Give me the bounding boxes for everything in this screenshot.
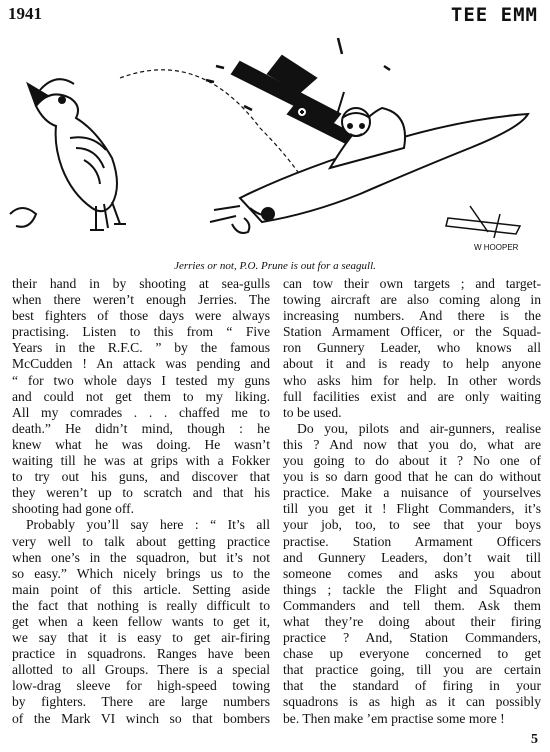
text-line: “ for two whole days I tested my guns	[12, 372, 270, 388]
text-line: about it and is ready to help anyone	[283, 356, 541, 372]
text-line: their hand in by shooting at sea-gulls	[12, 276, 270, 291]
text-line: the fact that nothing is really difficult to	[12, 597, 270, 613]
text-line: to be used.	[283, 404, 342, 420]
text-line: Commanders and tell them. Ask them	[283, 597, 541, 613]
text-line: be. Then make ’em practise some more !	[283, 710, 505, 726]
artist-signature: W HOOPER	[474, 243, 519, 252]
text-line: you is so darn good that he can do without	[283, 469, 541, 485]
cartoon-illustration	[0, 18, 550, 258]
text-line: death.” He didn’t mind, though : he	[12, 420, 270, 436]
text-line: to try out his guns, and discover that	[12, 469, 270, 485]
text-line: this ? And now that you do, what are	[283, 436, 541, 452]
text-line: so easy.” Which nicely brings us to the	[12, 565, 270, 581]
text-line: chase up everyone concerned to get	[283, 646, 541, 662]
text-line: that practice going, till you are certain	[283, 662, 541, 678]
text-line: Years in the R.F.C. ” by the famous	[12, 340, 270, 356]
text-line: towing aircraft are also coming along in	[283, 292, 541, 308]
text-line: Probably you’ll say here : “ It’s all	[26, 517, 270, 533]
text-line: your job, too, to see that your boys	[283, 517, 541, 533]
text-line: when there weren’t enough Jerries. The	[12, 292, 270, 308]
page-number: 5	[531, 732, 538, 747]
text-line: very well to talk about getting practice	[12, 533, 270, 549]
text-line: when one’s in the squadron, but it’s not	[12, 549, 270, 565]
text-line: and Gunnery Leaders, don’t wait till	[283, 549, 541, 565]
text-line: practice. Make a nuisance of yourselves	[283, 485, 541, 501]
text-line: who asks him for help. In other words	[283, 372, 541, 388]
text-line: squadrons is as high as it can possibly	[283, 694, 541, 710]
text-line: by fighters. There are large numbers	[12, 694, 270, 710]
text-line: waiting till he was at grips with a Fokker	[12, 453, 270, 469]
text-line: what they’re doing about their firing	[283, 613, 541, 629]
text-line: practising. Listen to this from “ Five	[12, 324, 270, 340]
distant-plane-drawing	[446, 206, 520, 238]
text-line: can tow their own targets ; and target-	[283, 276, 541, 291]
text-line: that the standard of firing in your	[283, 678, 541, 694]
magazine-title: TEE EMM	[450, 4, 538, 26]
text-line: Do you, pilots and air-gunners, realise	[297, 420, 541, 436]
text-line: of the Mark VI winch so that bombers	[12, 710, 270, 726]
enemy-fighter-drawing	[232, 56, 360, 146]
text-line: full facilities exist and are only waiting	[283, 388, 541, 404]
text-line: get when a keen fellow wants to get it,	[12, 613, 270, 629]
text-line: practice in squadrons. Ranges have been	[12, 646, 270, 662]
text-line: practice ? And, Station Commanders,	[283, 630, 541, 646]
text-line: practise. Station Armament Officers	[283, 533, 541, 549]
text-line: main point of this article. Setting aside	[12, 581, 270, 597]
text-line: we say that it is easy to get air-firing	[12, 630, 270, 646]
text-line: ron Gunnery Leader, who knows all	[283, 340, 541, 356]
text-line: allotted to all Groups. There is a special	[12, 662, 270, 678]
text-line: increasing numbers. And there is the	[283, 308, 541, 324]
page-year: 1941	[8, 4, 42, 23]
left-column	[12, 276, 270, 727]
text-line: Station Armament Officer, or the Squad-	[283, 324, 541, 340]
right-column	[283, 276, 541, 727]
cartoon-caption: Jerries or not, P.O. Prune is out for a seagull.	[174, 260, 376, 272]
text-line: someone comes and asks you about	[283, 565, 541, 581]
text-line: they weren’t up to scratch and that his	[12, 485, 270, 501]
text-line: shooting had gone off.	[12, 501, 135, 517]
text-line: till you get it ! Flight Commanders, it’s	[283, 501, 541, 517]
text-line: things ; tackle the Flight and Squadron	[283, 581, 541, 597]
text-line: best fighters of those days were always	[12, 308, 270, 324]
seagull-drawing	[10, 79, 126, 230]
text-line: and could not get them to my liking.	[12, 388, 270, 404]
text-line: knew what he was doing. He wasn’t	[12, 436, 270, 452]
text-line: you going to do about it ? No one of	[283, 453, 541, 469]
prune-aircraft-drawing	[210, 108, 528, 233]
text-line: All my comrades . . . chaffed me to	[12, 404, 270, 420]
text-line: low-drag sleeve for high-speed towing	[12, 678, 270, 694]
text-line: McCudden ! An attack was pending and	[12, 356, 270, 372]
